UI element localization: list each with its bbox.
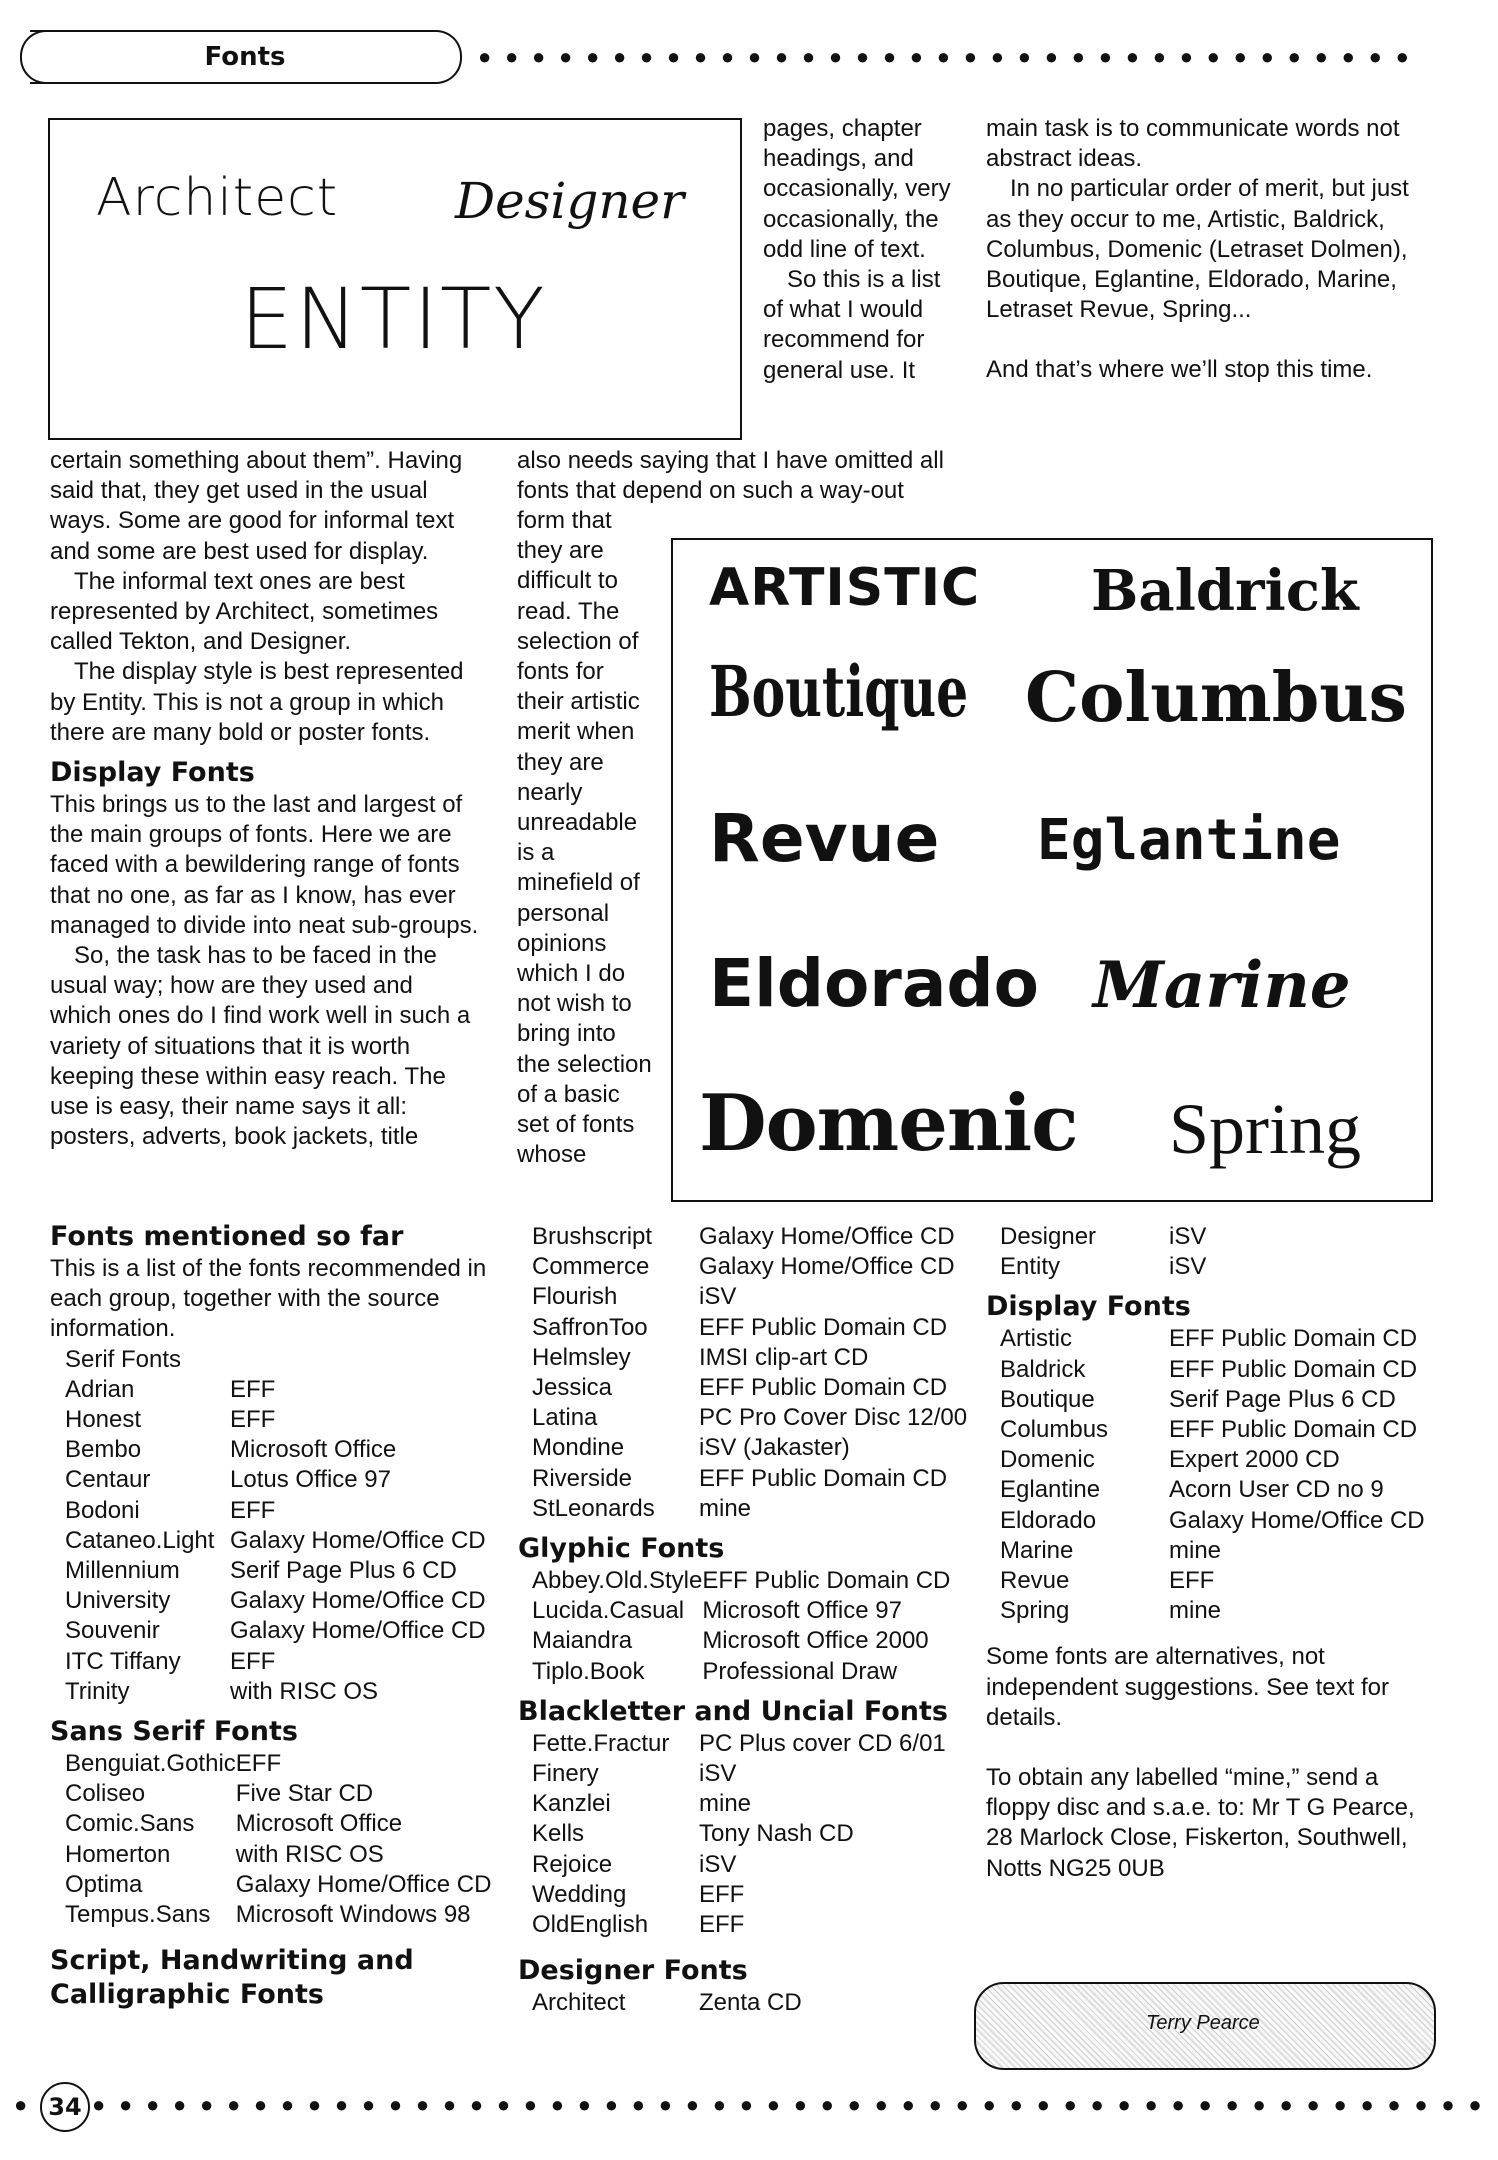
font-name: Mondine [532, 1434, 625, 1462]
paragraph: certain something about them”. Having said that, they get used in the usual ways. Some are good for informal text and some are best used for display. [50, 447, 463, 565]
font-source: EFF Public Domain CD [699, 1374, 948, 1402]
font-name: OldEnglish [532, 1911, 649, 1939]
font-source: Galaxy Home/Office CD [699, 1223, 955, 1250]
font-source: Serif Page Plus 6 CD [1169, 1385, 1396, 1413]
font-source: EFF Public Domain CD [1169, 1416, 1418, 1444]
font-name: Benguiat.Gothic [65, 1750, 236, 1778]
table-row [1000, 1475, 1425, 1505]
font-name: Jessica [532, 1374, 613, 1402]
table-row [1000, 1222, 1206, 1252]
table-row [65, 1465, 486, 1495]
font-name: SaffronToo [532, 1313, 648, 1341]
paragraph: In no particular order of merit, but just as they occur to me, Artistic, Baldrick, Columbus, Domenic (Letraset Dolmen), Boutique, Eglantine, Eldorado, Marine, Letraset Revue, Spring... [986, 175, 1409, 324]
table-row [532, 1910, 946, 1940]
font-source: EFF [230, 1647, 276, 1675]
paragraph: The informal text ones are best represented by Architect, sometimes called Tekton, and Designer. [50, 567, 439, 656]
font-name: Brushscript [532, 1223, 653, 1250]
paragraph: So this is a list of what I would recommend for general use. It [763, 266, 941, 384]
font-source: EFF [230, 1496, 276, 1524]
font-source: mine [699, 1494, 752, 1522]
column-a-top [50, 446, 480, 1152]
font-source: Galaxy Home/Office CD [1169, 1506, 1425, 1534]
table-row [65, 1586, 486, 1616]
table-row [532, 1729, 946, 1759]
section-heading: Display Fonts [986, 1291, 1191, 1323]
table-row [1000, 1596, 1425, 1626]
font-name: Eldorado [1000, 1506, 1097, 1534]
table-row [1000, 1324, 1425, 1354]
sample-eldorado: Eldorado [709, 945, 1039, 1022]
font-source: IMSI clip-art CD [699, 1343, 869, 1371]
sample-domenic: Domenic [699, 1078, 1078, 1169]
font-name: StLeonards [532, 1494, 655, 1522]
table-row [65, 1870, 491, 1900]
table-row [65, 1779, 491, 1809]
sample-spring: Spring [1169, 1089, 1362, 1169]
section-heading: Display Fonts [50, 757, 255, 789]
font-source: with RISC OS [235, 1840, 384, 1868]
font-source: with RISC OS [230, 1677, 379, 1705]
font-table-glyphic [532, 1566, 950, 1687]
font-name: Finery [532, 1760, 599, 1788]
font-source: Galaxy Home/Office CD [230, 1617, 486, 1645]
table-row [1000, 1506, 1425, 1536]
font-source: EFF [230, 1406, 276, 1434]
table-row [532, 1626, 950, 1656]
font-source: iSV [699, 1850, 737, 1878]
table-row [65, 1616, 486, 1646]
table-row [532, 1596, 950, 1626]
font-source: Galaxy Home/Office CD [230, 1526, 486, 1554]
font-source: Microsoft Office 97 [702, 1597, 902, 1625]
font-source: iSV (Jakaster) [699, 1434, 850, 1462]
footer-dot-left: ● [14, 2092, 41, 2117]
table-row [1000, 1415, 1425, 1445]
font-source: EFF Public Domain CD [699, 1313, 948, 1341]
table-row [532, 1464, 967, 1494]
font-source: Zenta CD [699, 1989, 802, 2017]
font-name: Latina [532, 1404, 598, 1432]
font-name: Revue [1000, 1567, 1070, 1595]
table-row [1000, 1445, 1425, 1475]
section-heading: Fonts mentioned so far [50, 1221, 404, 1252]
font-source: PC Pro Cover Disc 12/00 [699, 1404, 968, 1432]
table-row [532, 1657, 950, 1687]
font-name: Coliseo [65, 1780, 146, 1808]
font-source: EFF [699, 1880, 745, 1908]
font-table-display [1000, 1324, 1425, 1626]
list-column-1 [50, 1220, 490, 2012]
font-source: iSV [699, 1760, 737, 1788]
font-name: Comic.Sans [65, 1810, 195, 1838]
table-row [1000, 1385, 1425, 1415]
font-name: Honest [65, 1406, 142, 1434]
table-row [532, 1222, 967, 1252]
table-row [532, 1373, 967, 1403]
font-table-serif [65, 1375, 486, 1707]
font-name: Fette.Fractur [532, 1729, 670, 1757]
section-heading: Sans Serif Fonts [50, 1716, 298, 1748]
font-source: Professional Draw [702, 1657, 898, 1685]
font-name: Lucida.Casual [532, 1597, 685, 1625]
font-name: Entity [1000, 1253, 1061, 1281]
table-row [65, 1496, 486, 1526]
font-source: Serif Page Plus 6 CD [230, 1557, 457, 1585]
table-row [532, 1850, 946, 1880]
table-row [532, 1988, 802, 2018]
table-row [532, 1789, 946, 1819]
paragraph: This is a list of the fonts recommended in each group, together with the source information. [50, 1255, 487, 1343]
font-name: Artistic [1000, 1325, 1072, 1353]
sample-boutique: Boutique [709, 650, 969, 733]
paragraph: This brings us to the last and largest of the main groups of fonts. Here we are faced with a bewildering range of fonts that no one, as far as I know, has ever managed to divide into neat sub-groups. [50, 791, 479, 939]
font-source: EFF Public Domain CD [1169, 1325, 1418, 1353]
sample-entity: ENTITY [240, 270, 547, 368]
header-dot-rule: ●●●●●●●●●●●●●●●●●●●●●●●●●●●●●●●●●●● [478, 44, 1423, 69]
table-row [65, 1677, 486, 1707]
table-row [532, 1343, 967, 1373]
font-name: Wedding [532, 1880, 627, 1908]
font-source: Microsoft Windows 98 [235, 1901, 471, 1929]
font-source: mine [699, 1790, 752, 1818]
font-name: Bembo [65, 1436, 142, 1464]
font-source: mine [1169, 1597, 1222, 1625]
font-source: EFF Public Domain CD [1169, 1355, 1418, 1383]
sample-columbus: Columbus [1025, 658, 1407, 738]
font-sample-box-display [671, 538, 1433, 1202]
list-column-2 [518, 1222, 968, 2018]
font-source: Five Star CD [235, 1780, 374, 1808]
paragraph: main task is to communicate words not abstract ideas. [986, 115, 1400, 173]
font-name: Helmsley [532, 1343, 631, 1371]
font-sample-box-informal [48, 118, 742, 440]
font-name: Adrian [65, 1375, 135, 1403]
paragraph: So, the task has to be faced in the usual way; how are they used and which ones do I find work well in such a variety of situations that it is worth keeping these within easy reach. The use is easy, their name says it all: posters, adverts, book jackets, title [50, 942, 471, 1151]
font-source: Expert 2000 CD [1169, 1446, 1340, 1474]
font-name: Baldrick [1000, 1355, 1086, 1383]
table-row [532, 1403, 967, 1433]
font-source: EFF [230, 1375, 276, 1403]
font-name: Flourish [532, 1283, 618, 1311]
section-title-tab [30, 30, 462, 84]
column-b-top [763, 114, 958, 386]
author-signature-badge [974, 1982, 1436, 2070]
sample-architect: Architect [96, 168, 339, 228]
section-heading: Designer Fonts [518, 1955, 748, 1987]
font-source: Microsoft Office [230, 1436, 397, 1464]
font-name: Abbey.Old.Style [532, 1567, 703, 1595]
section-heading: Glyphic Fonts [518, 1533, 725, 1565]
list-column-3 [986, 1222, 1436, 1884]
font-source: EFF [235, 1750, 282, 1778]
font-name: Tempus.Sans [65, 1901, 211, 1929]
paragraph: pages, chapter headings, and occasionally, very occasionally, the odd line of text. [763, 115, 951, 263]
font-source: Galaxy Home/Office CD [699, 1253, 955, 1281]
table-row [532, 1252, 967, 1282]
sample-eglantine: Eglantine [1037, 808, 1341, 873]
font-name: Spring [1000, 1597, 1070, 1625]
section-title: Fonts [204, 42, 286, 72]
font-name: Millennium [65, 1557, 180, 1585]
font-name: Architect [532, 1989, 626, 2017]
column-b-wide-line [517, 446, 957, 506]
font-name: Kanzlei [532, 1790, 611, 1818]
font-source: Microsoft Office 2000 [702, 1627, 929, 1655]
font-table-script [532, 1222, 967, 1524]
section-heading: Blackletter and Uncial Fonts [518, 1695, 948, 1727]
table-row [532, 1566, 950, 1596]
font-name: Bodoni [65, 1496, 140, 1524]
font-table-blackletter [532, 1729, 946, 1940]
table-row [65, 1809, 491, 1839]
paragraph: also needs saying that I have omitted all fonts that depend on such a way-out [517, 447, 944, 505]
font-source: Galaxy Home/Office CD [235, 1870, 492, 1898]
font-table-sans [65, 1749, 491, 1930]
font-table-designer [532, 1988, 802, 2018]
page-number [40, 2082, 90, 2132]
font-name: University [65, 1587, 171, 1615]
font-table-designer-cont [1000, 1222, 1206, 1282]
font-name: Rejoice [532, 1850, 613, 1878]
table-row [65, 1375, 486, 1405]
paragraph: form that they are difficult to read. The selection of fonts for their artistic merit when they are nearly unreadable is a minefield of personal opinions which I do not wish to bring into the selection of a basic set of fonts whose [517, 507, 652, 1169]
paragraph: The display style is best represented by Entity. This is not a group in which there are many bold or poster fonts. [50, 658, 464, 746]
table-row [65, 1556, 486, 1586]
font-name: Cataneo.Light [65, 1526, 215, 1554]
font-name: Homerton [65, 1840, 171, 1868]
table-row [1000, 1252, 1206, 1282]
font-source: iSV [1169, 1223, 1207, 1250]
section-heading: Script, Handwriting and Calligraphic Fonts [50, 1945, 414, 2011]
font-source: mine [1169, 1536, 1222, 1564]
sample-revue: Revue [709, 800, 940, 877]
font-source: Tony Nash CD [699, 1820, 854, 1848]
font-name: Commerce [532, 1253, 650, 1281]
font-name: Designer [1000, 1223, 1097, 1250]
paragraph: To obtain any labelled “mine,” send a floppy disc and s.a.e. to: Mr T G Pearce, 28 Marlock Close, Fiskerton, Southwell, Notts NG25 0UB [986, 1764, 1415, 1882]
table-row [1000, 1355, 1425, 1385]
table-row [65, 1749, 491, 1779]
table-row [1000, 1566, 1425, 1596]
table-row [532, 1313, 967, 1343]
column-c-top [986, 114, 1436, 386]
sample-designer: Designer [455, 172, 685, 230]
paragraph: Some fonts are alternatives, not independent suggestions. See text for details. [986, 1643, 1389, 1731]
font-name: Eglantine [1000, 1476, 1101, 1504]
table-row [532, 1494, 967, 1524]
table-row [65, 1526, 486, 1556]
font-source: EFF Public Domain CD [702, 1567, 951, 1595]
table-row [65, 1840, 491, 1870]
font-name: Boutique [1000, 1385, 1095, 1413]
sample-baldrick: Baldrick [1091, 558, 1359, 624]
font-name: Centaur [65, 1466, 151, 1494]
footer-dot-rule: ●●●●●●●●●●●●●●●●●●●●●●●●●●●●●●●●●●●●●●●●●●●●●●●●●●●● [92, 2092, 1496, 2117]
font-name: Tiplo.Book [532, 1657, 645, 1685]
list-label: Serif Fonts [65, 1345, 182, 1373]
author-name: Terry Pearce [1146, 2012, 1260, 2034]
font-source: EFF [699, 1911, 745, 1939]
table-row [532, 1880, 946, 1910]
table-row [65, 1435, 486, 1465]
table-row [532, 1282, 967, 1312]
font-name: Souvenir [65, 1617, 160, 1645]
table-row [1000, 1536, 1425, 1566]
table-row [65, 1405, 486, 1435]
font-source: Microsoft Office [235, 1810, 403, 1838]
table-row [65, 1647, 486, 1677]
font-source: iSV [1169, 1253, 1207, 1281]
sample-marine: Marine [1093, 948, 1351, 1023]
font-source: Lotus Office 97 [230, 1466, 391, 1494]
font-name: Optima [65, 1870, 143, 1898]
table-row [65, 1900, 491, 1930]
font-source: iSV [699, 1283, 737, 1311]
font-source: PC Plus cover CD 6/01 [699, 1729, 946, 1757]
table-row [532, 1433, 967, 1463]
font-name: Domenic [1000, 1446, 1095, 1474]
font-source: EFF [1169, 1567, 1215, 1595]
font-name: Columbus [1000, 1416, 1109, 1444]
font-name: Marine [1000, 1536, 1074, 1564]
column-b-narrow [517, 506, 655, 1170]
font-name: Maiandra [532, 1627, 633, 1655]
font-name: Trinity [65, 1677, 130, 1705]
font-name: Kells [532, 1820, 585, 1848]
font-source: EFF Public Domain CD [699, 1464, 948, 1492]
page-number-text: 34 [48, 2093, 82, 2121]
font-name: ITC Tiffany [65, 1647, 181, 1675]
font-name: Riverside [532, 1464, 633, 1492]
table-row [532, 1819, 946, 1849]
font-source: Acorn User CD no 9 [1169, 1476, 1384, 1504]
table-row [532, 1759, 946, 1789]
font-source: Galaxy Home/Office CD [230, 1587, 486, 1615]
sample-artistic: ARTISTIC [709, 558, 981, 618]
paragraph: And that’s where we’ll stop this time. [986, 356, 1373, 384]
